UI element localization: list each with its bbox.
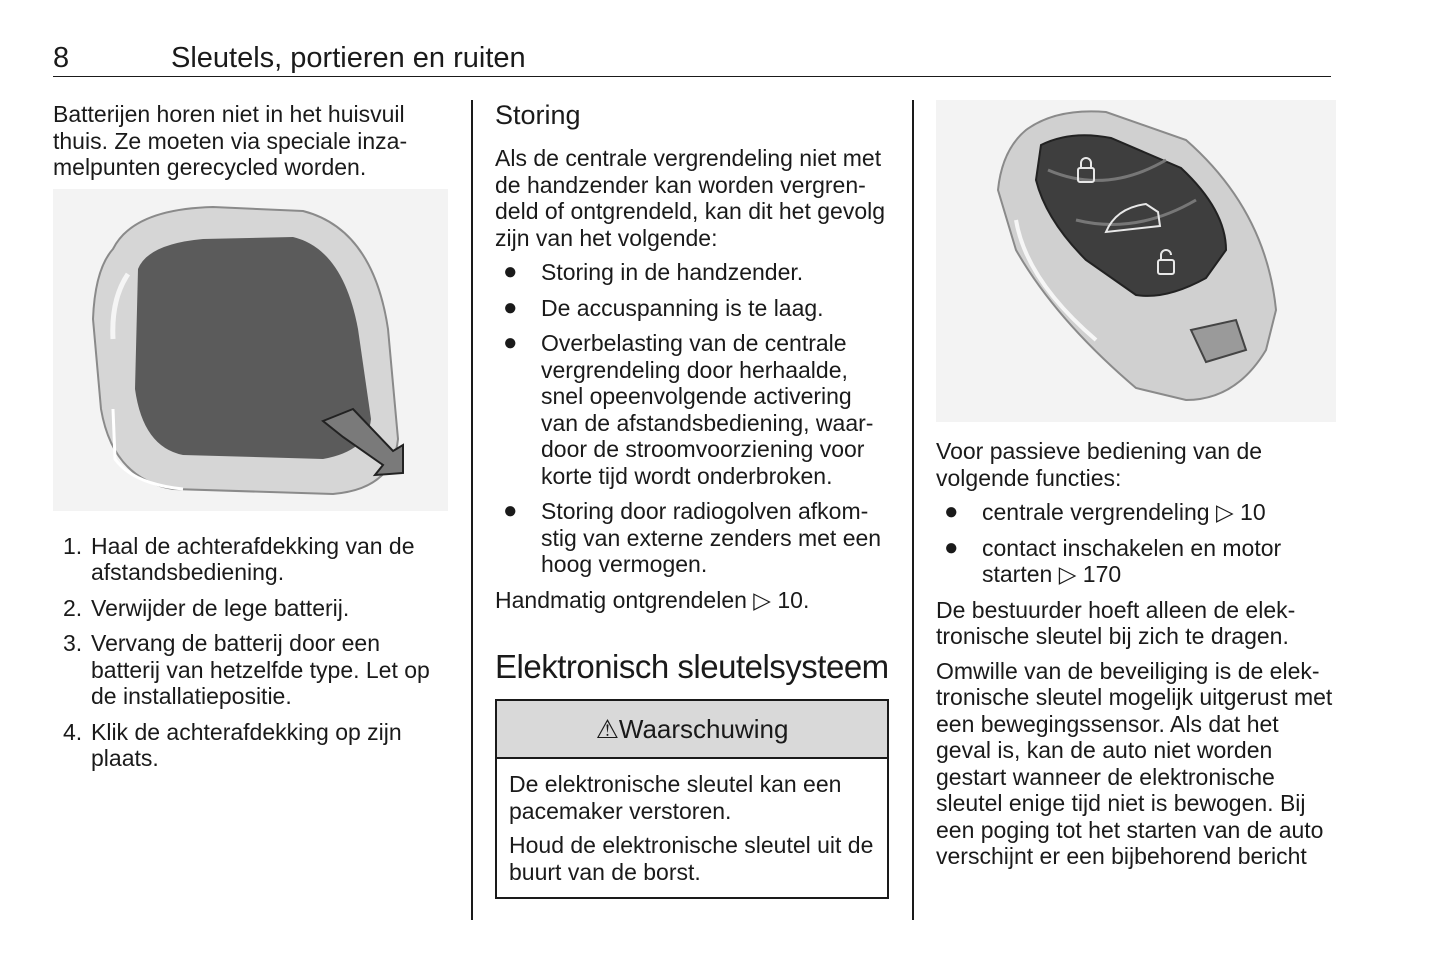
warning-body <box>497 759 887 897</box>
list-item: ● Storing door radiogolven afkomstig van externe zenders met een hoog vermogen. <box>503 497 882 577</box>
page-number: 8 <box>53 42 70 74</box>
battery-disposal-note: Batterijen horen niet in het huisvuil thuis. Ze moeten via speciale inzamelpunten gerecycled worden. <box>53 101 408 180</box>
column-left <box>53 101 453 781</box>
key-back-cover-icon <box>53 189 448 511</box>
motion-sensor-note: Omwille van de beveiliging is de elektronische sleutel mogelijk uitgerust met een bewegingssensor. Als dat het geval is, kan de auto niet worden gestart wanneer de elektronische sleutel enige tijd niet is bewogen. Bij een poging tot het starten van de auto verschijnt er een bijbehorend bericht <box>936 657 1333 869</box>
page-header <box>53 40 1331 77</box>
list-item: ● Storing in de handzender. <box>503 258 804 285</box>
list-item: ● Overbelasting van de centrale vergrendeling door herhaalde, snel opeenvolgende activering van de afstandsbediening, waardoor de stroomvoorziening voor korte tijd wordt onderbroken. <box>503 329 874 489</box>
storing-intro: Als de centrale vergrendeling niet met de handzender kan worden vergrendeld of ontgrendeld, kan dit het gevolg zijn van het volgende: <box>495 145 886 251</box>
warning-paragraph: De elektronische sleutel kan een pacemaker verstoren. <box>509 771 842 824</box>
subheading-storing: Storing <box>495 100 581 130</box>
column-divider <box>471 100 473 920</box>
column-right <box>936 100 1336 878</box>
key-fob-illustration <box>936 100 1336 422</box>
list-item: 3. Vervang de batterij door een batterij van hetzelfde type. Let op de installatiepositie. <box>63 630 430 709</box>
warning-triangle-icon: ⚠ <box>595 714 619 744</box>
list-item: 2. Verwijder de lege batterij. <box>63 594 350 621</box>
passive-functions-intro: Voor passieve bediening van de volgende functies: <box>936 438 1263 491</box>
manual-unlock-reference: Handmatig ontgrendelen ▷ 10. <box>495 586 810 613</box>
list-item: ● contact inschakelen en motor starten ▷ 170 <box>944 533 1282 587</box>
key-fob-icon <box>936 100 1336 422</box>
list-item: 1. Haal de achterafdekking van de afstandsbediening. <box>63 532 415 585</box>
list-item: 4. Klik de achterafdekking op zijn plaats. <box>63 718 402 771</box>
column-divider <box>912 100 914 920</box>
list-item: ● De accuspanning is te laag. <box>503 293 824 321</box>
page-title: Sleutels, portieren en ruiten <box>171 42 526 74</box>
warning-box <box>495 699 889 899</box>
warning-header <box>497 701 887 759</box>
warning-paragraph: Houd de elektronische sleutel uit de buurt van de borst. <box>509 832 874 885</box>
driver-carry-key-note: De bestuurder hoeft alleen de elektronische sleutel bij zich te dragen. <box>936 596 1296 649</box>
battery-steps-list <box>53 533 453 772</box>
storing-causes-list <box>495 259 895 578</box>
key-battery-cover-illustration <box>53 189 448 511</box>
warning-title: Waarschuwing <box>618 714 789 744</box>
column-middle <box>495 99 895 899</box>
passive-functions-list <box>936 499 1336 588</box>
section-heading-keyless-system: Elektronisch sleutelsysteem <box>495 648 889 685</box>
list-item: ● centrale vergrendeling ▷ 10 <box>944 498 1266 525</box>
